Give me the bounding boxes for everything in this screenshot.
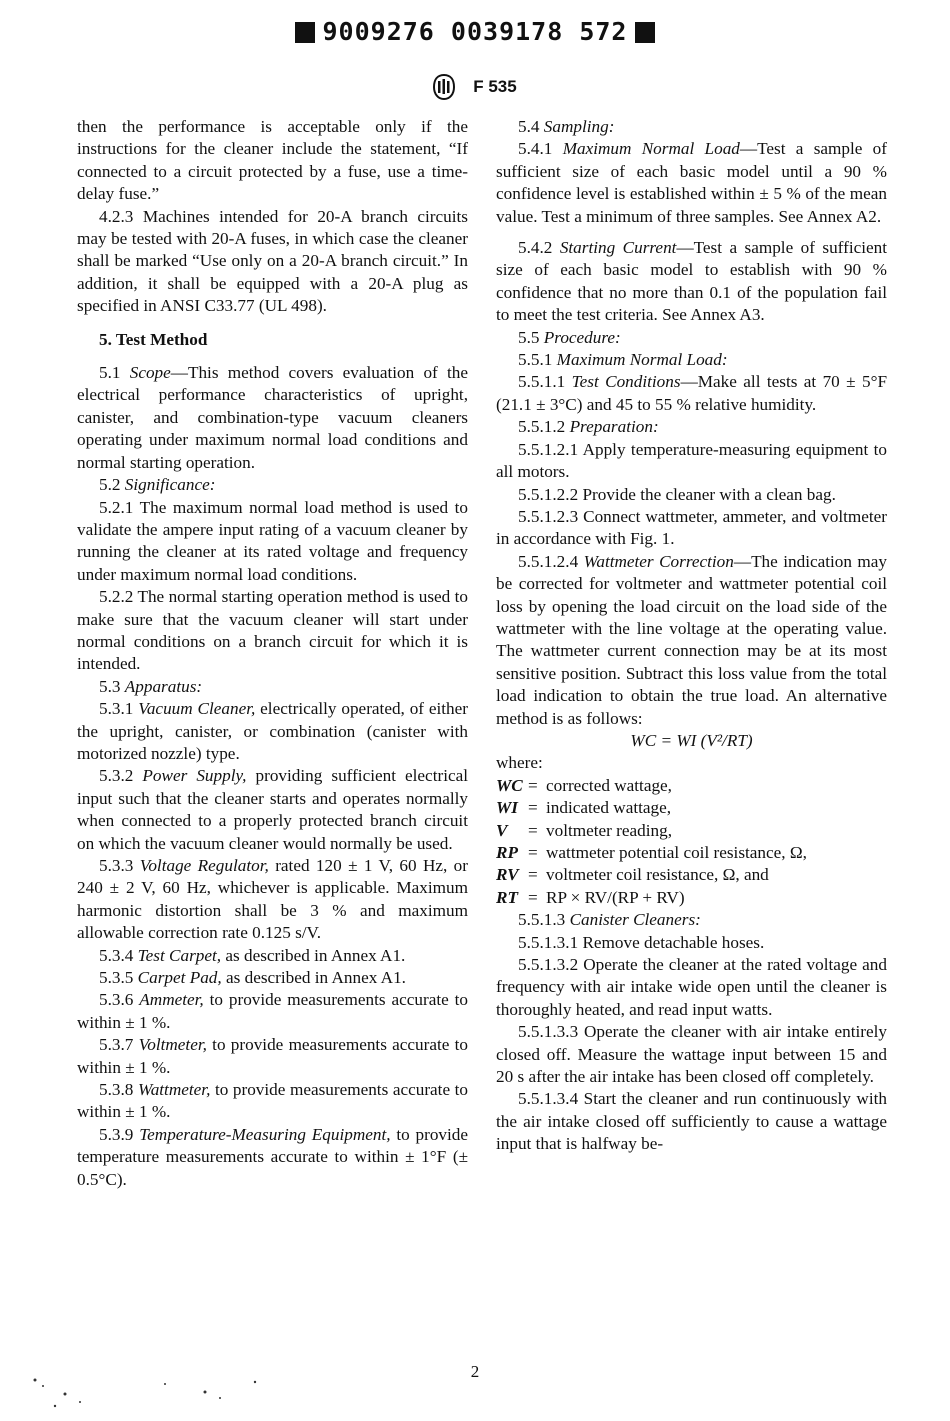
paragraph-5-3-4: 5.3.4 Test Carpet, as described in Annex A1.: [99, 945, 406, 965]
paragraph-5-5-1-2: 5.5.1.2 Preparation:: [518, 417, 659, 437]
paragraph-5-4: 5.4 Sampling:: [518, 117, 615, 136]
paragraph-5-5-1-2-2: 5.5.1.2.2 Provide the cleaner with a clean bag.: [518, 484, 836, 504]
paragraph-5-4-1: 5.4.1 Maximum Normal Load—Test a sample of sufficient size of each basic model until a 90 % confidence level is established within ± 5 % of the mean value. Test a minimum of three samples. See Annex A2.: [496, 139, 887, 226]
paragraph-5-5-1-3-3: 5.5.1.3.3 Operate the cleaner with air intake entirely closed off. Measure the wattage input between 15 and 20 s after the air intake has been closed off completely.: [496, 1022, 887, 1087]
paragraph-5-2-2: 5.2.2 The normal starting operation method is used to make sure that the vacuum cleaner will start under normal conditions on a branch circuit for which it is intended.: [77, 587, 468, 674]
standard-designation: F 535: [473, 77, 517, 96]
paragraph-5-3-1: 5.3.1 Vacuum Cleaner, electrically operated, of either the upright, canister, or combination (canister with motorized nozzle) type.: [77, 699, 469, 763]
definition-row: RP = wattmeter potential coil resistance, Ω,: [496, 843, 807, 862]
paragraph-5-3: 5.3 Apparatus:: [99, 676, 203, 696]
paragraph-5-5-1-2-4: 5.5.1.2.4 Wattmeter Correction—The indication may be corrected for voltmeter and wattmeter potential coil loss by opening the load circuit on the load side of the wattmeter with the line voltage at the operating value. The wattmeter current connection may be at its most sensitive position. Subtract this loss value from the total load indication to obtain the true load. An alternative method is as follows:: [496, 551, 888, 728]
paragraph-5-3-5: 5.3.5 Carpet Pad, as described in Annex A1.: [99, 968, 406, 988]
paragraph-5-5-1: 5.5.1 Maximum Normal Load:: [518, 350, 728, 370]
paragraph-5-3-2: 5.3.2 Power Supply, providing sufficient electrical input such that the cleaner starts and operates normally when connected to a properly protected branch circuit on which the vacuum cleaner would normally be used.: [77, 766, 468, 853]
paragraph-5-3-7: 5.3.7 Voltmeter, to provide measurements accurate to within ± 1 %.: [77, 1035, 469, 1077]
barcode-text: 9009276 0039178 572: [322, 17, 628, 46]
where-label: where:: [496, 753, 543, 773]
page-header: [0, 74, 950, 100]
astm-logo-icon: [433, 74, 455, 100]
paragraph-5-2-1: 5.2.1 The maximum normal load method is used to validate the ampere input rating of a vacuum cleaner by running the cleaner at its rated voltage and frequency under maximum normal load conditions.: [77, 497, 468, 584]
paragraph-5-5: 5.5 Procedure:: [518, 327, 621, 347]
paragraph-5-4-2: 5.4.2 Starting Current—Test a sample of sufficient size of each basic model to establish with 90 % confidence that no more than 0.1 of the population fail to meet the test criteria. See Annex A3.: [496, 238, 887, 325]
paragraph-5-5-1-3-4: 5.5.1.3.4 Start the cleaner and run continuously with the air intake closed off sufficiently to cause a wattage input that is halfway be-: [496, 1089, 887, 1154]
paragraph-5-3-6: 5.3.6 Ammeter, to provide measurements accurate to within ± 1 %.: [77, 990, 469, 1032]
paragraph-continuation: then the performance is acceptable only if the instructions for the cleaner include the statement, “If connected to a circuit protected by a fuse, use a time-delay fuse.”: [77, 117, 468, 204]
paragraph-5-5-1-3-2: 5.5.1.3.2 Operate the cleaner at the rated voltage and frequency with air intake wide open until the cleaner is thoroughly heated, and read input watts.: [496, 955, 887, 1019]
barcode-block-right: [635, 22, 655, 43]
paragraph-5-5-1-2-3: 5.5.1.2.3 Connect wattmeter, ammeter, and voltmeter in accordance with Fig. 1.: [496, 506, 887, 549]
barcode-block-left: [295, 22, 315, 43]
paragraph-5-5-1-3-1: 5.5.1.3.1 Remove detachable hoses.: [518, 932, 765, 952]
definition-row: RV = voltmeter coil resistance, Ω, and: [496, 865, 769, 885]
scan-specks: [25, 1372, 285, 1412]
definition-row: WC = corrected wattage,: [496, 775, 672, 795]
right-column: [496, 116, 887, 1156]
definition-row: WI = indicated wattage,: [496, 798, 672, 818]
page-number: 2: [470, 1362, 480, 1381]
document-barcode: [0, 16, 950, 48]
paragraph-5-5-1-1: 5.5.1.1 Test Conditions—Make all tests at 70 ± 5°F (21.1 ± 3°C) and 45 to 55 % relative humidity.: [496, 372, 888, 414]
paragraph-4-2-3: 4.2.3 Machines intended for 20-A branch circuits may be tested with 20-A fuses, in which case the cleaner shall be marked “Use only on a 20-A branch circuit.” In addition, it shall be equipped with a 20-A plug as specified in ANSI C33.77 (UL 498).: [77, 206, 468, 316]
paragraph-5-5-1-3: 5.5.1.3 Canister Cleaners:: [518, 910, 701, 930]
paragraph-5-1: 5.1 Scope—This method covers evaluation of the electrical performance characteristics of upright, canister, and combination-type vacuum cleaners operating under maximum normal load conditions and normal starting operation.: [77, 363, 468, 472]
left-column: [77, 116, 468, 1191]
paragraph-5-3-9: 5.3.9 Temperature-Measuring Equipment, to provide temperature measurements accurate to within ± 1°F (± 0.5°C).: [77, 1124, 469, 1189]
symbol-definitions: [496, 775, 887, 909]
section-heading-test-method: 5. Test Method: [99, 329, 208, 349]
paragraph-5-3-3: 5.3.3 Voltage Regulator, rated 120 ± 1 V, 60 Hz, or 240 ± 2 V, 60 Hz, whichever is applicable. Maximum harmonic distortion shall be 3 % and maximum allowable correction rate 0.125 s/V.: [77, 856, 468, 943]
definition-row: V = voltmeter reading,: [496, 820, 672, 840]
paragraph-5-5-1-2-1: 5.5.1.2.1 Apply temperature-measuring equipment to all motors.: [496, 439, 887, 482]
wattage-formula: WC = WI (V²/RT): [630, 730, 753, 750]
paragraph-5-2: 5.2 Significance:: [99, 475, 216, 495]
definition-row: RT = RP × RV/(RP + RV): [496, 887, 685, 907]
paragraph-5-3-8: 5.3.8 Wattmeter, to provide measurements accurate to within ± 1 %.: [77, 1080, 469, 1122]
